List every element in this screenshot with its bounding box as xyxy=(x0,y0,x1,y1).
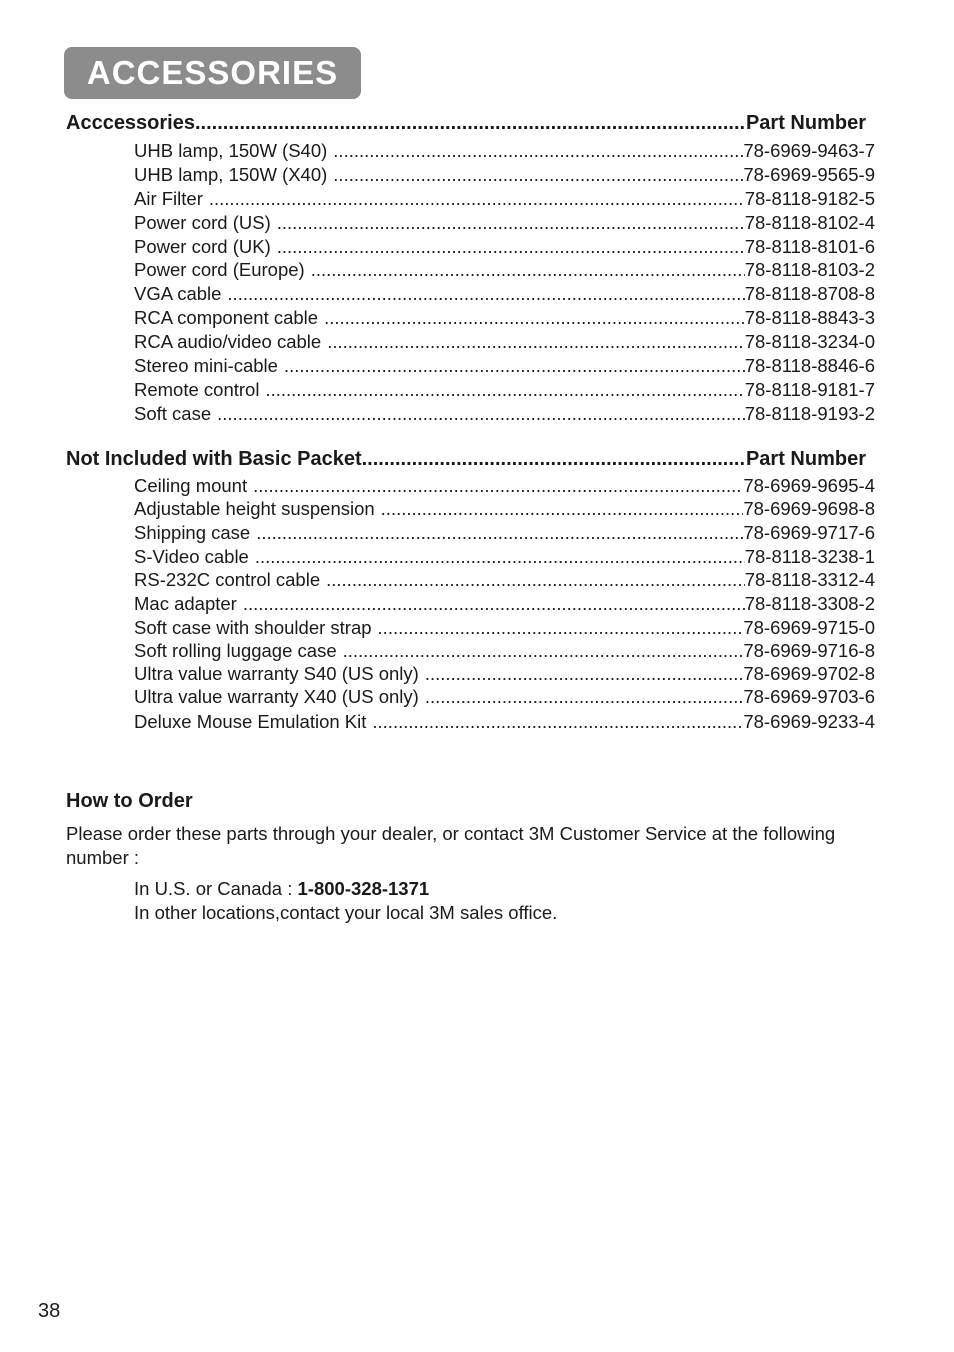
leader-dots xyxy=(284,355,745,377)
leader-dots xyxy=(343,640,744,662)
list-item xyxy=(134,569,875,591)
item-name: Soft case with shoulder strap xyxy=(134,617,372,638)
leader-dots xyxy=(311,259,745,281)
item-name: Mac adapter xyxy=(134,593,237,614)
item-part-number: 78-6969-9703-6 xyxy=(743,686,875,707)
item-name: Shipping case xyxy=(134,522,251,543)
page-banner xyxy=(64,47,361,99)
item-part-number: 78-8118-8101-6 xyxy=(744,236,875,257)
leader-dots xyxy=(425,663,744,685)
item-part-number: 78-8118-3312-4 xyxy=(744,569,875,590)
list-item xyxy=(134,711,875,733)
list-item xyxy=(134,663,875,685)
item-name: Air Filter xyxy=(134,188,203,209)
leader-dots xyxy=(195,112,746,135)
list-item xyxy=(134,283,875,305)
leader-dots xyxy=(333,140,743,162)
list-item xyxy=(134,640,875,662)
leader-dots xyxy=(333,164,743,186)
item-part-number: 78-6969-9698-8 xyxy=(743,498,875,519)
leader-dots xyxy=(362,448,746,471)
item-name: UHB lamp, 150W (S40) xyxy=(134,140,328,161)
item-name: RS-232C control cable xyxy=(134,569,321,590)
how-to-order-title: How to Order xyxy=(66,790,193,812)
item-part-number: 78-8118-3238-1 xyxy=(744,546,875,567)
item-name: Stereo mini-cable xyxy=(134,355,278,376)
us-contact-line xyxy=(134,877,557,901)
list-item xyxy=(134,331,875,353)
section-accessories-header xyxy=(66,112,866,135)
item-name: S-Video cable xyxy=(134,546,249,567)
section-label: Not Included with Basic Packet xyxy=(66,448,362,470)
item-name: RCA audio/video cable xyxy=(134,331,322,352)
list-item xyxy=(134,403,875,425)
item-part-number: 78-8118-8102-4 xyxy=(744,212,875,233)
leader-dots xyxy=(378,617,744,639)
item-part-number: 78-8118-3234-0 xyxy=(744,331,875,352)
list-item xyxy=(134,498,875,520)
leader-dots xyxy=(372,711,743,733)
item-part-number: 78-6969-9233-4 xyxy=(743,711,875,732)
item-name: Deluxe Mouse Emulation Kit xyxy=(134,711,367,732)
part-number-heading: Part Number xyxy=(745,448,866,470)
item-part-number: 78-6969-9715-0 xyxy=(743,617,875,638)
item-part-number: 78-8118-3308-2 xyxy=(744,593,875,614)
list-item xyxy=(134,686,875,708)
item-name: Power cord (Europe) xyxy=(134,259,305,280)
list-item xyxy=(134,522,875,544)
us-phone-number: 1-800-328-1371 xyxy=(297,878,430,899)
item-part-number: 78-6969-9717-6 xyxy=(743,522,875,543)
list-item xyxy=(134,307,875,329)
contact-info xyxy=(134,877,557,925)
item-name: Adjustable height suspension xyxy=(134,498,375,519)
leader-dots xyxy=(253,475,743,497)
item-name: Soft rolling luggage case xyxy=(134,640,337,661)
item-part-number: 78-6969-9565-9 xyxy=(743,164,875,185)
list-item xyxy=(134,355,875,377)
item-name: Ultra value warranty X40 (US only) xyxy=(134,686,419,707)
list-item xyxy=(134,475,875,497)
leader-dots xyxy=(277,212,745,234)
leader-dots xyxy=(381,498,744,520)
list-item xyxy=(134,212,875,234)
list-item xyxy=(134,188,875,210)
item-part-number: 78-8118-8843-3 xyxy=(744,307,875,328)
part-number-heading: Part Number xyxy=(745,112,866,134)
us-contact-label: In U.S. or Canada : xyxy=(134,878,298,899)
item-part-number: 78-6969-9716-8 xyxy=(743,640,875,661)
section-not-included-header xyxy=(66,448,866,471)
item-name: Power cord (US) xyxy=(134,212,271,233)
other-locations-line: In other locations,contact your local 3M sales office. xyxy=(134,902,558,923)
item-name: Ceiling mount xyxy=(134,475,248,496)
list-item xyxy=(134,593,875,615)
item-part-number: 78-8118-9193-2 xyxy=(744,403,875,424)
item-part-number: 78-6969-9463-7 xyxy=(743,140,875,161)
section-label: Acccessories xyxy=(66,112,195,134)
how-to-order-paragraph: Please order these parts through your dealer, or contact 3M Customer Service at the following number : xyxy=(66,823,836,868)
leader-dots xyxy=(277,236,745,258)
leader-dots xyxy=(327,331,745,353)
item-name: Remote control xyxy=(134,379,260,400)
item-part-number: 78-8118-8103-2 xyxy=(744,259,875,280)
leader-dots xyxy=(217,403,745,425)
item-name: Power cord (UK) xyxy=(134,236,271,257)
leader-dots xyxy=(243,593,745,615)
item-part-number: 78-6969-9695-4 xyxy=(743,475,875,496)
item-name: RCA component cable xyxy=(134,307,319,328)
item-part-number: 78-8118-9182-5 xyxy=(744,188,875,209)
leader-dots xyxy=(326,569,745,591)
item-name: Ultra value warranty S40 (US only) xyxy=(134,663,419,684)
list-item xyxy=(134,379,875,401)
list-item xyxy=(134,259,875,281)
list-item xyxy=(134,546,875,568)
page-number: 38 xyxy=(38,1300,61,1322)
leader-dots xyxy=(227,283,744,305)
leader-dots xyxy=(256,522,743,544)
leader-dots xyxy=(324,307,745,329)
leader-dots xyxy=(265,379,744,401)
list-item xyxy=(134,617,875,639)
leader-dots xyxy=(425,686,744,708)
banner-title: ACCESSORIES xyxy=(86,54,339,91)
item-part-number: 78-8118-9181-7 xyxy=(744,379,875,400)
item-part-number: 78-6969-9702-8 xyxy=(743,663,875,684)
item-name: VGA cable xyxy=(134,283,222,304)
item-part-number: 78-8118-8846-6 xyxy=(744,355,875,376)
leader-dots xyxy=(255,546,745,568)
item-name: Soft case xyxy=(134,403,212,424)
list-item xyxy=(134,236,875,258)
list-item xyxy=(134,140,875,162)
item-name: UHB lamp, 150W (X40) xyxy=(134,164,328,185)
list-item xyxy=(134,164,875,186)
leader-dots xyxy=(209,188,745,210)
item-part-number: 78-8118-8708-8 xyxy=(744,283,875,304)
